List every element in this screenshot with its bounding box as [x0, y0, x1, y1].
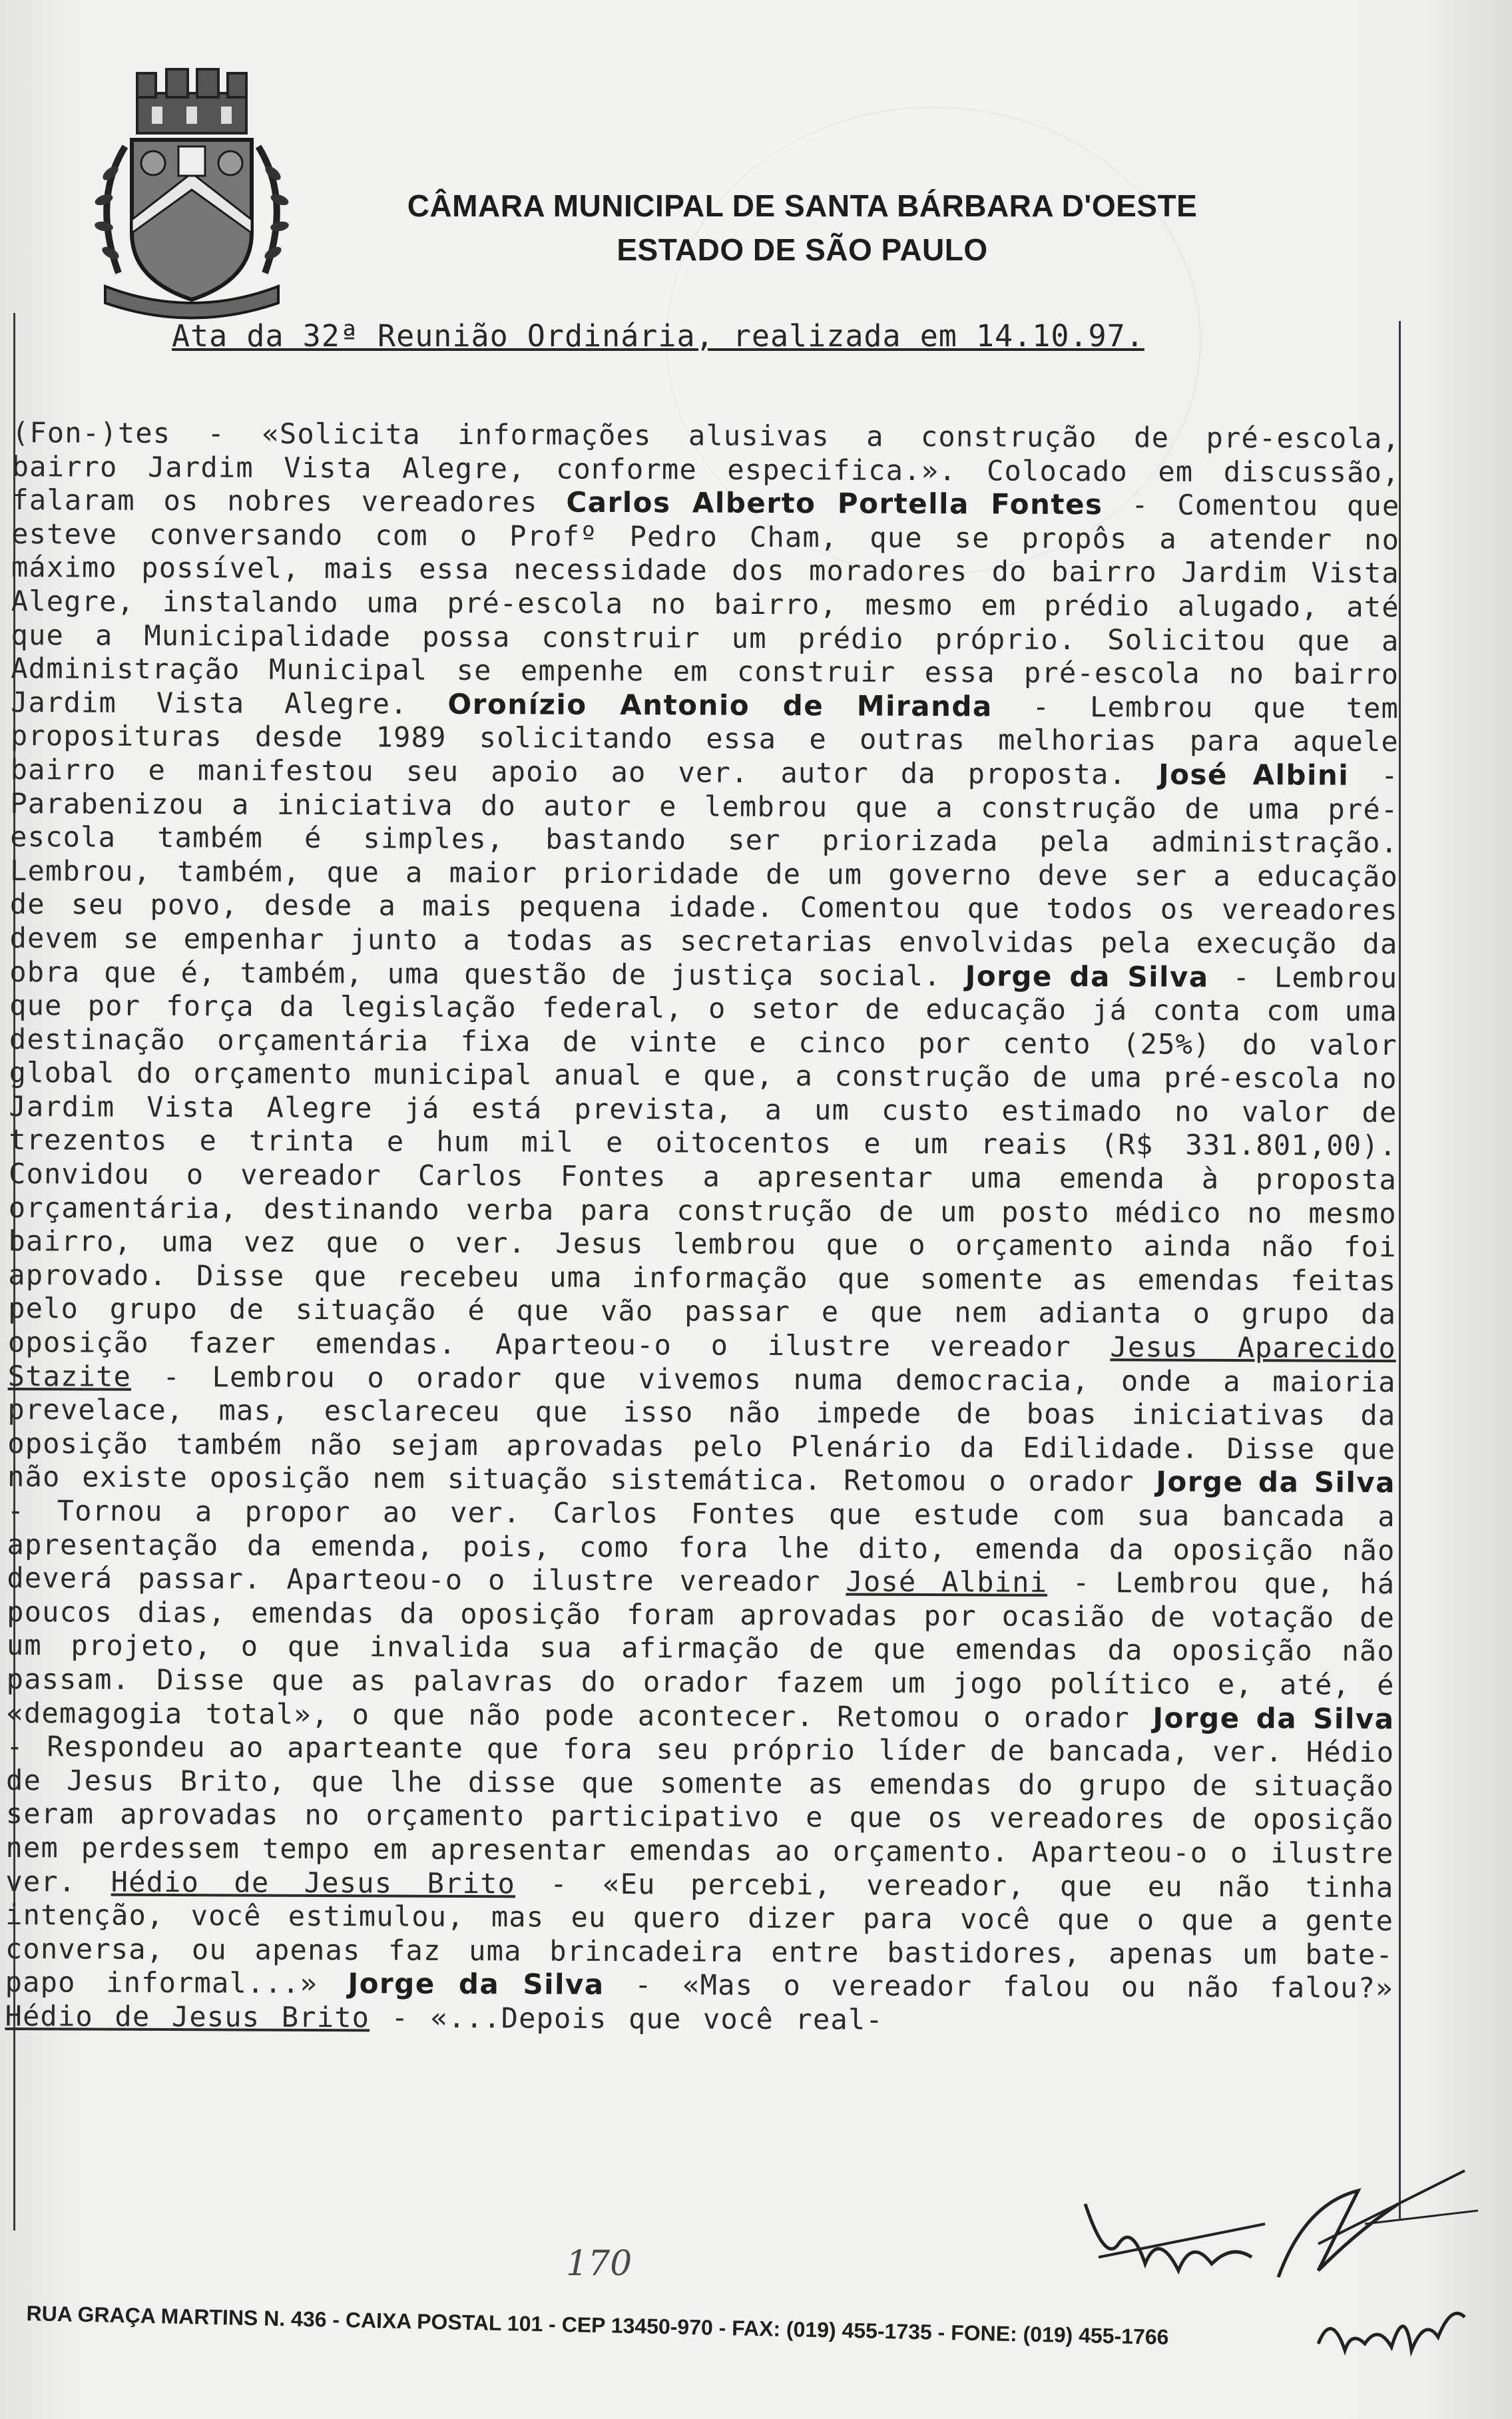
minutes-title: Ata da 32ª Reunião Ordinária, realizada em 14.10.97. [172, 318, 1144, 354]
aparteante-name: Jesus Aparecido Stazite [7, 1330, 1397, 1393]
body-text-segment: - Respondeu ao aparteante que fora seu próprio líder de bancada, ver. Hédio de Jesus Brito, que lhe disse que somente as emendas do grupo de situação seram aprovadas no orçamento participativo e que os vereadores de oposição nem perdessem tempo em apresentar emendas ao orçamento. Aparteou-o o ilustre ver. [5, 1730, 1395, 1898]
state-name: ESTADO DE SÃO PAULO [617, 232, 988, 267]
aparteante-name: José Albini [846, 1565, 1048, 1599]
body-text-segment: - Parabenizou a iniciativa do autor e lembrou que a construção de uma pré-escola também é simples, bastando ser priorizada pela administração. Lembrou, também, que a maior prioridade de um governo deve ser a educação de seu povo, desde a mais pequena idade. Comentou que todos os vereadores devem se empenhar junto a todas as secretarias envolvidas pela execução da obra que é, também, uma questão de justiça social. [9, 758, 1399, 992]
body-text-segment: - Tornou a propor ao ver. Carlos Fontes que estude com sua bancada a apresentação da emenda, pois, como fora lhe dito, emenda da oposição não deverá passar. Aparteou-o o ilustre vereador [7, 1493, 1395, 1598]
speaker-name: Jorge da Silva [1156, 1465, 1396, 1499]
aparteante-name: Hédio de Jesus Brito [5, 1999, 370, 2034]
body-text-segment: - Lembrou que, há poucos dias, emendas da oposição foram aprovadas por ocasião de votação de um projeto, o que invalida sua afirmação de que emendas da oposição não passam. Disse que as palavras do orador fazem um jogo político e, até, é «demagogia total», o que não pode acontecer. Retomou o orador [6, 1565, 1395, 1735]
speaker-name: Carlos Alberto Portella Fontes [566, 485, 1103, 521]
speaker-name: Jorge da Silva [1152, 1701, 1395, 1735]
body-text-segment: - Lembrou o orador que vivemos numa democracia, onde a maioria prevelace, mas, esclareceu que isso não impede de boas iniciativas da oposição também não sejam aprovadas pelo Plenário da Edilidade. Disse que não existe oposição nem situação sistemática. Retomou o orador [7, 1360, 1396, 1498]
handwritten-signature-icon [1079, 2164, 1478, 2290]
speaker-name: Jorge da Silva [965, 959, 1209, 993]
aparteante-name: Hédio de Jesus Brito [111, 1865, 516, 1900]
speaker-name: Oronízio Antonio de Miranda [447, 687, 993, 723]
body-text-segment: - Comentou que esteve conversando com o Profº Pedro Cham, que se propôs a atender no máximo possível, mais essa necessidade dos moradores do bairro Jardim Vista Alegre, instalando uma pré-escola no bairro, mesmo em prédio alugado, até que a Municipalidade possa construir um prédio próprio. Solicitou que a Administração Municipal se empenhe em construir essa pré-escola no bairro Jardim Vista Alegre. [11, 488, 1400, 720]
body-text-segment: - Lembrou que por força da legislação federal, o setor de educação já conta com uma destinação orçamentária fixa de vinte e cinco por cento (25%) do valor global do orçamento municipal anual e que, a construção de uma pré-escola no Jardim Vista Alegre já está prevista, a um custo estimado no valor de trezentos e trinta e hum mil e oitocentos e um reais (R$ 331.801,00). Convidou o vereador Carlos Fontes a apresentar uma emenda à proposta orçamentária, destinando verba para construção de um posto médico no mesmo bairro, uma vez que o ver. Jesus lembrou que o orçamento ainda não foi aprovado. Disse que recebeu uma informação que somente as emendas feitas pelo grupo de situação é que vão passar e que nem adianta o grupo da oposição fazer emendas. Aparteou-o o ilustre vereador [7, 960, 1398, 1364]
institution-name: CÂMARA MUNICIPAL DE SANTA BÁRBARA D'OESTE [407, 188, 1198, 223]
body-text-segment: - «...Depois que você real- [370, 2001, 883, 2036]
body-text-segment: - «Eu percebi, vereador, que eu não tinha intenção, você estimulou, mas eu quero dizer para você que o que a gente conversa, ou apenas faz uma brincadeira entre bastidores, apenas um bate-papo informal...» [5, 1866, 1394, 2000]
minutes-body [5, 416, 1400, 2039]
body-text-segment: - «Mas o vereador falou ou não falou?» [604, 1968, 1393, 2005]
body-text-segment: (Fon-)tes - «Solicita informações alusivas a construção de pré-escola, bairro Jardim Vista Alegre, conforme especifica.». Colocado em discussão, falaram os nobres vereadores [11, 416, 1400, 519]
speaker-name: Jorge da Silva [348, 1967, 605, 2002]
municipal-coat-of-arms-icon [79, 67, 305, 320]
speaker-name: José Albini [1158, 758, 1350, 792]
address-footer: RUA GRAÇA MARTINS N. 436 - CAIXA POSTAL 101 - CEP 13450-970 - FAX: (019) 455-1735 - FONE: (019) 455-1766 [26, 2301, 1169, 2349]
body-text-segment: - Lembrou que tem proposituras desde 1989 solicitando essa e outras melhorias para aquele bairro e manifestou seu apoio ao ver. autor da proposta. [10, 690, 1399, 791]
handwritten-page-number: 170 [566, 2244, 632, 2284]
